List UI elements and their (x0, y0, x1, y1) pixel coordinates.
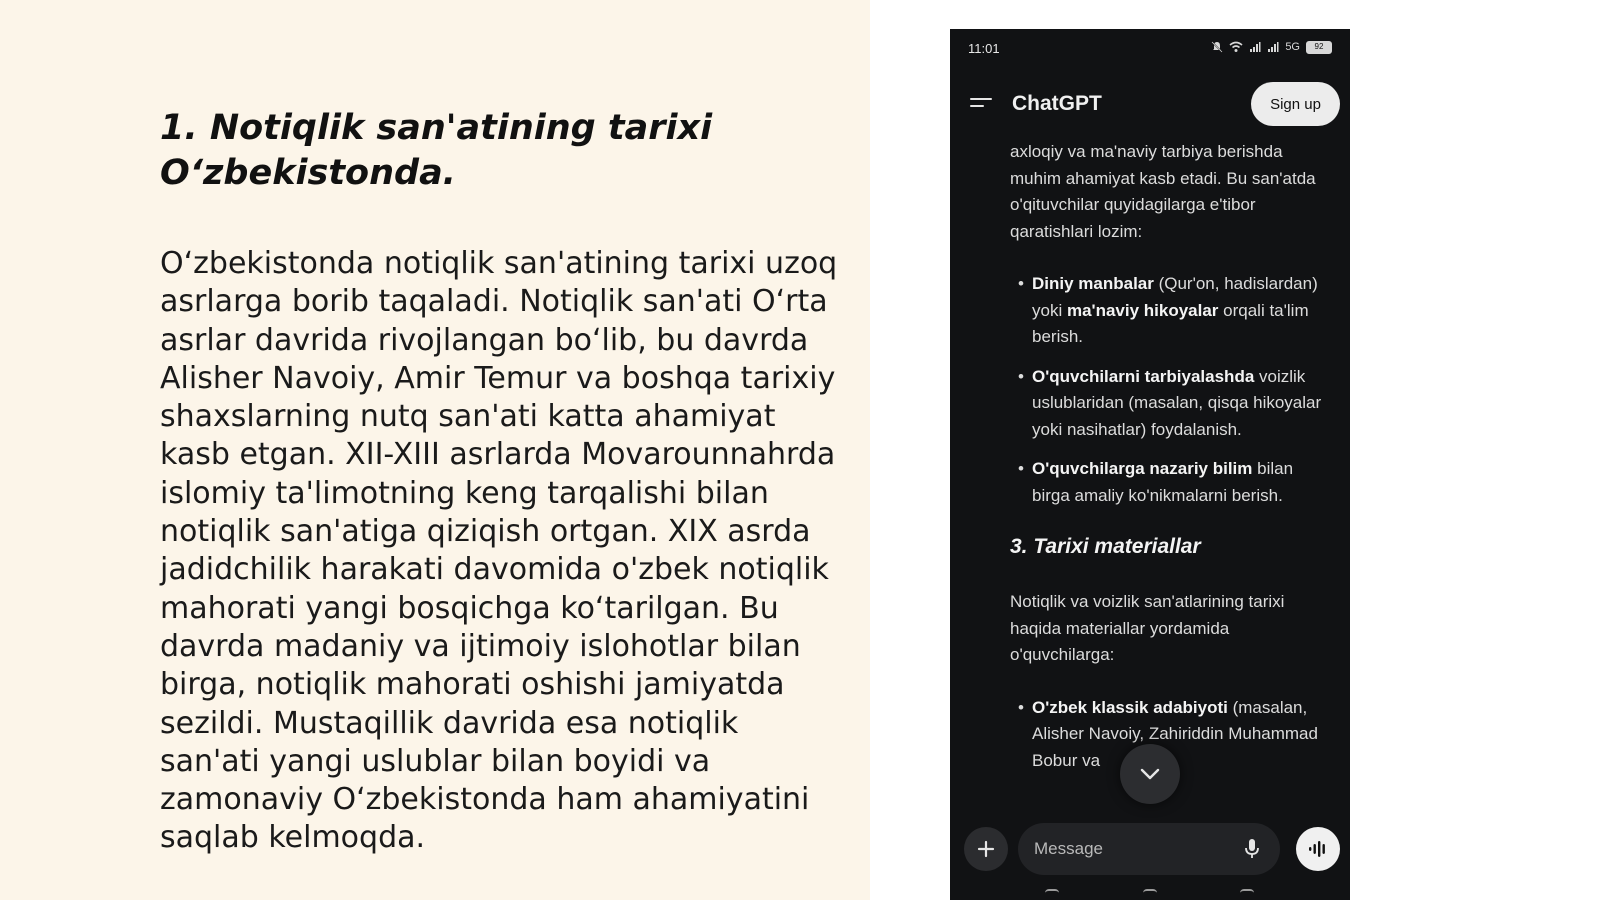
status-icons (1211, 40, 1332, 54)
status-time: 11:01 (968, 41, 1000, 56)
list-item: • O'quvchilarni tarbiyalashda voizlik uslublaridan (masalan, qisqa hikoyalar yoki nasihatlar) foydalanish. (1010, 364, 1330, 444)
chat-bullet-list (1010, 271, 1330, 509)
wifi-icon (1229, 41, 1243, 53)
voice-waveform-icon (1307, 840, 1329, 858)
sign-up-button[interactable]: Sign up (1251, 82, 1340, 126)
list-item: • Diniy manbalar (Qur'on, hadislardan) yoki ma'naviy hikoyalar orqali ta'lim berish. (1010, 271, 1330, 351)
composer-bar (950, 819, 1350, 900)
menu-icon[interactable] (970, 95, 992, 113)
list-item: • O'zbek klassik adabiyoti (masalan, Alisher Navoiy, Zahiriddin Muhammad Bobur va (1010, 695, 1330, 775)
network-type: 5G (1285, 41, 1300, 53)
signal-icon (1249, 41, 1261, 53)
slide-title: 1. Notiqlik san'atining tarixi O‘zbekistonda. (160, 108, 713, 193)
battery-icon: 92 (1306, 41, 1332, 54)
plus-icon (977, 840, 995, 858)
slide-body-text: O‘zbekistonda notiqlik san'atining tarixi uzoq asrlarga borib taqaladi. Notiqlik san'ati O‘rta asrlar davrida rivojlangan bo‘lib, bu davrda Alisher Navoiy, Amir Temur va boshqa tarixiy shaxslarning nutq san'ati katta ahamiyat kasb etgan. XII-XIII asrlarda Movarounnahrda islomiy ta'limotning keng tarqalishi bilan notiqlik san'atiga qiziqish ortgan. XIX asrda jadidchilik harakati davomida o'zbek notiqlik mahorati yangi bosqichga ko‘tarilgan. Bu davrda madaniy va ijtimoiy islohotlar bilan birga, notiqlik mahorati oshishi jamiyatda sezildi. Mustaqillik davrida esa notiqlik san'ati yangi uslublar bilan boyidi va zamonaviy O‘zbekistonda ham ahamiyatini saqlab kelmoqda. (160, 246, 838, 856)
system-nav-bar (950, 889, 1350, 900)
app-bar (950, 81, 1350, 127)
chevron-down-icon (1140, 768, 1160, 780)
app-title: ChatGPT (1012, 92, 1102, 115)
nav-home-icon[interactable] (1143, 889, 1157, 893)
voice-mode-button[interactable] (1296, 827, 1340, 871)
status-bar (950, 29, 1350, 69)
microphone-icon (1244, 838, 1260, 860)
nav-recents-icon[interactable] (1045, 889, 1059, 893)
chat-message (1010, 139, 1330, 787)
message-field[interactable] (1018, 823, 1280, 875)
nav-back-icon[interactable] (1240, 889, 1254, 893)
mute-bell-icon (1211, 41, 1223, 53)
signal-icon (1267, 41, 1279, 53)
microphone-button[interactable] (1238, 835, 1266, 863)
chat-paragraph: axloqiy va ma'naviy tarbiya berishda muhim ahamiyat kasb etadi. Bu san'atda o'qituvchilar quyidagilarga e'tibor qaratishlari lozim: (1010, 142, 1316, 241)
phone-screen (950, 29, 1350, 900)
chat-section-heading: 3. Tarixi materiallar (1010, 535, 1201, 558)
list-item: • O'quvchilarga nazariy bilim bilan birga amaliy ko'nikmalarni berish. (1010, 456, 1330, 509)
scroll-down-button[interactable] (1120, 744, 1180, 804)
message-input[interactable] (1034, 837, 1224, 861)
attach-button[interactable] (964, 827, 1008, 871)
chat-paragraph: Notiqlik va voizlik san'atlarining tarixi haqida materiallar yordamida o'quvchilarga: (1010, 592, 1285, 664)
